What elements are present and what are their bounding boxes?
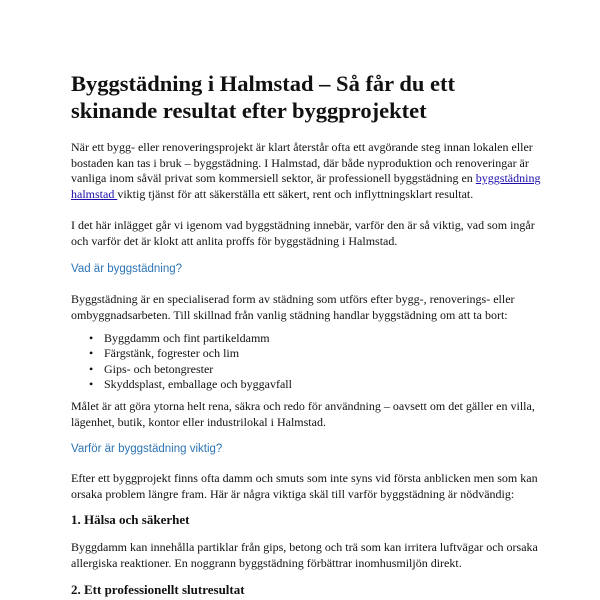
subheading-professionellt-slutresultat: 2. Ett professionellt slutresultat — [71, 582, 245, 597]
section1-paragraph: Byggstädning är en specialiserad form av städning som utförs efter bygg-, renoverings- eller ombyggnadsarbeten. Till skillnad från vanlig städning handlar byggstädning om att ta bort: — [71, 292, 515, 322]
list-item — [71, 377, 541, 392]
intro-text-before: När ett bygg- eller renoveringsprojekt är klart återstår ofta ett avgörande steg innan lokalen eller bostaden kan tas i bruk – byggstädning. I Halmstad, där både nyproduktion och renoveringar är vanliga inom såväl privat som kommersiell sektor, är professionell byggstädning en — [71, 140, 533, 185]
debris-bullet-list — [71, 331, 541, 392]
list-item-text: Skyddsplast, emballage och byggavfall — [104, 376, 292, 391]
list-item-text: Gips- och betongrester — [104, 361, 214, 376]
bullet-icon: • — [89, 331, 94, 345]
list-item — [71, 362, 541, 377]
byggstadning-halmstad-link[interactable]: byggstädning halmstad — [71, 171, 541, 201]
list-item — [71, 331, 541, 346]
subheading-halsa-och-sakerhet: 1. Hälsa och säkerhet — [71, 512, 190, 527]
intro-text-after: viktig tjänst för att säkerställa ett säkert, rent och inflyttningsklart resultat. — [117, 186, 474, 201]
section-heading-vad-ar-byggstadning: Vad är byggstädning? — [71, 263, 183, 275]
list-item — [71, 346, 541, 361]
intro-paragraph — [71, 140, 541, 202]
section2-paragraph: Efter ett byggprojekt finns ofta damm och smuts som inte syns vid första anblicken men som kan orsaka problem längre fram. Här är några viktiga skäl till varför byggstädning är nödvändig: — [71, 471, 538, 501]
halsa-paragraph: Byggdamm kan innehålla partiklar från gips, betong och trä som kan irritera luftvägar och orsaka allergiska reaktioner. En noggrann byggstädning förbättrar inomhusmiljön direkt. — [71, 540, 538, 570]
list-item-text: Byggdamm och fint partikeldamm — [104, 331, 270, 345]
page-title: Byggstädning i Halmstad – Så får du ett skinande resultat efter byggprojektet — [71, 71, 456, 123]
bullet-icon: • — [89, 361, 94, 376]
section1-closing-paragraph: Målet är att göra ytorna helt rena, säkra och redo för användning – oavsett om det gäller en villa, lägenhet, butik, kontor eller industrilokal i Halmstad. — [71, 399, 535, 429]
bullet-icon: • — [89, 376, 94, 391]
section-heading-varfor-viktig: Varför är byggstädning viktig? — [71, 443, 223, 455]
intro-paragraph-2: I det här inlägget går vi igenom vad byggstädning innebär, varför den är så viktig, vad som ingår och varför det är klokt att anlita proffs för byggstädning i Halmstad. — [71, 218, 535, 248]
bullet-icon: • — [89, 346, 94, 361]
list-item-text: Färgstänk, fogrester och lim — [104, 346, 240, 361]
